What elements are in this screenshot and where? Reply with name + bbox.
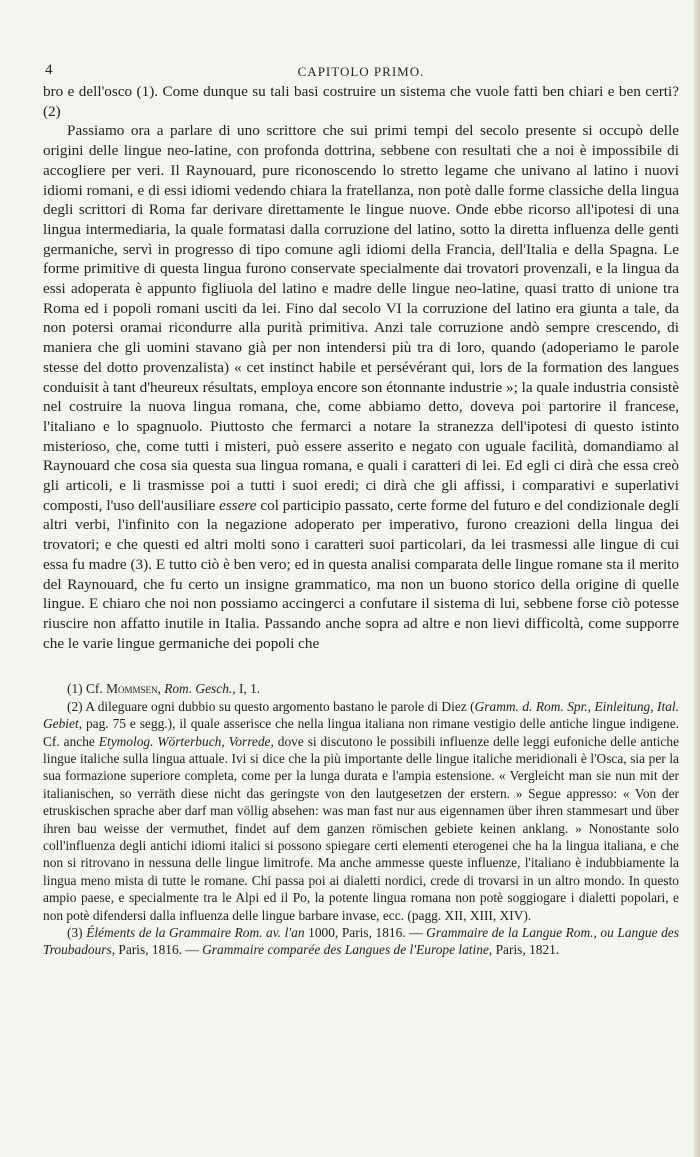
footnote-3-title-c: Grammaire comparée des Langues de l'Europe latine, bbox=[202, 942, 493, 958]
footnote-1 bbox=[43, 680, 679, 697]
paragraph-text-b: col participio passato, certe forme del futuro e del condizionale degli altri verbi, l'infinito con la negazione adoperato per imperativo, furono creazioni della lingua dei trovatori; e che questi ed altri molti sono i caratteri suoi particolari, da lei trasmessi alle lingue di cui essa fu madre (3). E tutto ciò è ben vero; ed in questa analisi comparata delle lingue romane sta il merito del Raynouard, che fu certo un insigne grammatico, ma non un buono storico della origine di quelle lingue. E chiaro che noi non possiamo accingerci a confutare il sistema di lui, sebbene forse ciò potesse riuscire non affatto inutile in Italia. Passando anche sopra ad altre e non lievi difficoltà, come supporre che le varie lingue germaniche dei popoli che bbox=[43, 496, 680, 652]
footnote-3-text-c: Paris, 1821. bbox=[495, 942, 560, 958]
footnote-1-title: Rom. Gesch., bbox=[164, 681, 236, 697]
footnote-2-title-a: Gramm. d. Rom. Spr., Einleitung, Ital. Gebiet, bbox=[43, 698, 679, 732]
page-edge bbox=[694, 0, 700, 1157]
footnote-2-title-b: Etymolog. Wörterbuch, Vorrede, bbox=[98, 733, 274, 749]
footnote-2-text-b: pag. 75 e segg.), il quale asserisce che nella lingua italiana non rimane vestigio delle antiche lingue indigene. Cf. anche bbox=[43, 716, 679, 749]
page-number: 4 bbox=[45, 62, 54, 78]
footnote-1-rest: I, 1. bbox=[238, 681, 261, 697]
footnote-3-text-a: 1000, Paris, 1816. — bbox=[308, 925, 423, 941]
footnote-2-text-c: dove si discutono le possibili influenze delle leggi eufoniche delle antiche lingue italiche sulla lingua attuale. Ivi si dice che la più importante delle lingue italiche meridionali è l'Osca, sia per la sua formazione superiore completa, come per la lunga durata e l'ampia estensione. « Vergleicht man sie nun mit der italianischen, so verräth diese nicht das geringste von den lautgesetzen der erstern. » Segue appresso: « Von der etruskischen sprache aber darf man völlig absehen: was man fast nur aus eigennamen über ihren stammesart und über ihren bau weisse der vermuthet, findet auf dem ganzen römischen gebiete keinen anklang. » Nonostante solo coll'influenza degli antichi idiomi italici si possono spiegare certi elementi eterogenei che ha la lingua italiana, e che non si ritrovano in nessuna delle lingue limitrofe. Ma anche ammesse queste influenze, l'italiano è indubbiamente la lingua meno mista di tutte le romane. Chi passa poi ai dialetti nordici, crede di trovarsi in un altro mondo. In questo ampio paese, e specialmente tra le Alpi ed il Po, la potente lingua romana non potè soggiogare i dialetti popolari, e non potè difendersi dalla influenza delle lingue barbare invase, ecc. (pagg. XII, XIII, XIV). bbox=[43, 733, 680, 923]
footnote-1-number: (1) Cf. bbox=[67, 681, 103, 697]
footnote-3-title-a: Éléments de la Grammaire Rom. av. l'an bbox=[86, 925, 305, 941]
footnote-3-text-b: Paris, 1816. — bbox=[118, 942, 199, 958]
paragraph-text-a: Passiamo ora a parlare di uno scrittore che sui primi tempi del secolo presente si occupò delle origini delle lingue neo-latine, con profonda dottrina, sebbene con resultati che a noi è impossibile di accogliere per veri. Il Raynouard, pure riconoscendo lo stretto legame che univano al latino i nuovi idiomi romani, e di essi idiomi vedendo chiara la fratellanza, non potè dalle forme classiche della lingua degli scrittori di Roma far derivare direttamente le lingue nuove. Onde ebbe ricorso all'ipotesi di una lingua intermediaria, la quale formatasi dalla corruzione del latino, sotto la diretta influenza delle genti germaniche, servì in progresso di tipo comune agli idiomi della Francia, dell'Italia e della Spagna. Le forme primitive di questa lingua furono conservate specialmente dai trovatori provenzali, e la lingua da essi adoperata è appunto figliuola del latino e madre delle lingue neo-latine, quasi tratto di unione tra Roma ed i popoli romani usciti da lei. Fino dal secolo VI la corruzione del latino era giunta a tale, da non potersi oramai ricondurre alla purità primitiva. Anzi tale corruzione andò sempre crescendo, di maniera che gli uomini stavano già per non intendersi più tra di loro, quando (adoperiamo le parole stesse del dotto provenzalista) « cet instinct habile et persévérant qui, lors de la formation des langues conduisit à tant d'heureux résultats, employa encore son étonnante industrie »; la quale industria consistè nel costruire la nuova lingua romana, che, come abbiamo detto, doveva poi partorire il francese, l'italiano e lo spagnuolo. Piuttosto che fermarci a notare la stranezza dell'ipotesi di questo istinto misterioso, che, come tutti i misteri, può essere asserito e negato con uguale facilità, domandiamo al Raynouard che cosa sia questa sua lingua romana, e quali i caratteri di lei. Ed egli ci dirà che essa creò gli articoli, e li trasmisse poi a tutti i suoi eredi; ci dirà che gli affissi, i comparativi e superlativi composti, l'uso dell'ausiliare bbox=[43, 122, 679, 514]
paragraph-continuation: bro e dell'osco (1). Come dunque su tali basi costruire un sistema che vuole fatti ben chiari e ben certi? (2) bbox=[43, 83, 679, 120]
running-head: CAPITOLO PRIMO. bbox=[297, 64, 425, 79]
footnote-1-author: Mommsen, bbox=[106, 681, 161, 697]
footnote-2 bbox=[43, 698, 679, 924]
page-header bbox=[43, 58, 679, 82]
footnote-3-number: (3) bbox=[67, 925, 83, 941]
paragraph-italic-word: essere bbox=[219, 496, 257, 514]
footnote-3-title-b: Grammaire de la Langue Rom., ou Langue des Troubadours, bbox=[43, 925, 679, 958]
book-page bbox=[43, 58, 679, 959]
footnote-3 bbox=[43, 924, 679, 959]
main-text bbox=[43, 82, 679, 653]
paragraph-raynouard bbox=[43, 121, 679, 653]
footnotes bbox=[43, 680, 679, 959]
footnote-2-text-a: (2) A dileguare ogni dubbio su questo argomento bastano le parole di Diez ( bbox=[67, 698, 475, 714]
